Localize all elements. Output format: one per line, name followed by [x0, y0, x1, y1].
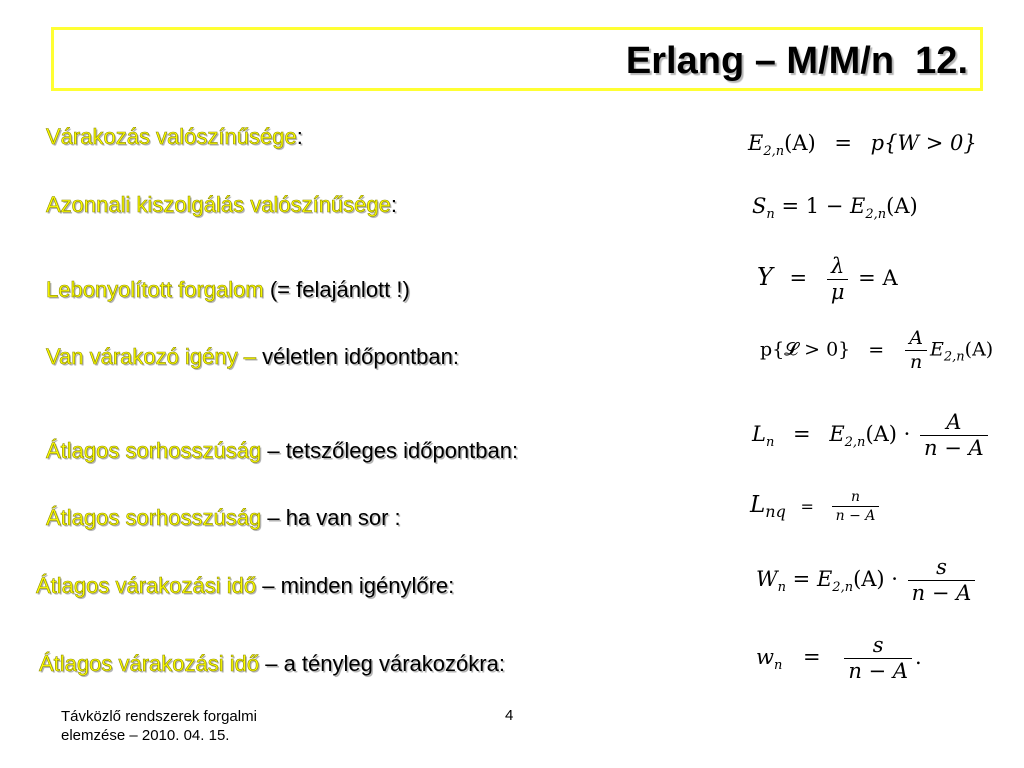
- label-yellow: Van várakozó igény –: [46, 344, 263, 369]
- formula-tail: .: [914, 645, 922, 669]
- formula-rhs-symbol: E: [829, 422, 845, 446]
- formula-queue-length-if-queue: [750, 490, 882, 523]
- fraction-numerator: A: [905, 329, 927, 351]
- formula-carried-traffic: [757, 256, 898, 303]
- formula-subscript: n: [766, 207, 775, 222]
- label-black: – ha van sor :: [261, 505, 401, 530]
- formula-rhs-subscript: 2,n: [832, 580, 854, 595]
- formula-fraction: [908, 557, 976, 604]
- formula-mean-waiting-time-waiting: [756, 635, 922, 682]
- formula-symbol: w: [756, 645, 774, 669]
- formula-symbol: L: [752, 422, 766, 446]
- formula-symbol: Y: [757, 263, 773, 291]
- label-yellow: Várakozás valószínűsége: [46, 124, 297, 149]
- label-yellow: Átlagos várakozási idő: [39, 651, 260, 676]
- formula-fraction: [832, 490, 880, 523]
- label-yellow: Átlagos várakozási idő: [36, 573, 257, 598]
- formula-equals: =: [868, 338, 885, 361]
- formula-rhs-subscript: 2,n: [844, 435, 866, 450]
- formula-rhs: p{W > 0}: [870, 131, 977, 155]
- formula-rhs-symbol: E: [930, 338, 944, 361]
- row-label-mean-waiting-time-waiting: [39, 651, 505, 677]
- row-label-mean-waiting-time-all: [36, 573, 454, 599]
- formula-rhs-argument: (A) ·: [853, 567, 898, 591]
- formula-equals: =: [793, 422, 811, 446]
- formula-subscript: nq: [765, 502, 786, 521]
- formula-subscript: n: [777, 580, 786, 595]
- formula-symbol: S: [752, 194, 767, 218]
- label-black: – minden igénylőre:: [256, 573, 455, 598]
- label-black: véletlen időpontban:: [262, 344, 459, 369]
- label-black: (= felajánlott !): [263, 277, 410, 302]
- row-label-immediate-service: [46, 192, 397, 218]
- fraction-denominator: n − A: [924, 436, 984, 460]
- fraction-numerator: s: [908, 557, 976, 581]
- formula-argument: (A): [784, 131, 816, 155]
- formula-rhs-symbol: E: [816, 567, 833, 591]
- formula-equals: =: [834, 131, 852, 155]
- formula-rhs-subscript: 2,n: [865, 207, 887, 222]
- formula-symbol: p{𝓛 > 0}: [760, 338, 851, 361]
- formula-equals: =: [789, 266, 808, 290]
- formula-fraction: [905, 329, 927, 372]
- formula-equals: =: [792, 567, 811, 591]
- fraction-denominator: n: [910, 351, 923, 373]
- fraction-denominator: n − A: [848, 659, 908, 683]
- fraction-numerator: n: [832, 490, 880, 507]
- formula-rhs-argument: (A) ·: [865, 422, 911, 446]
- fraction-numerator: λ: [827, 256, 849, 280]
- formula-equals: = 1 −: [781, 194, 851, 218]
- label-black: :: [296, 124, 303, 149]
- label-black: – a tényleg várakozókra:: [259, 651, 505, 676]
- label-yellow: Azonnali kiszolgálás valószínűsége: [46, 192, 391, 217]
- row-label-waiting-probability: [46, 124, 303, 150]
- formula-immediate-service: [752, 196, 918, 221]
- label-black: :: [390, 192, 397, 217]
- fraction-numerator: A: [920, 412, 988, 436]
- row-label-waiting-demand: [46, 344, 459, 370]
- row-label-mean-queue-length: [46, 438, 518, 464]
- row-label-carried-traffic: [46, 277, 410, 303]
- formula-rhs-argument: (A): [964, 338, 994, 361]
- formula-rhs-argument: (A): [886, 194, 918, 218]
- slide-title: Erlang – M/M/n 12.: [625, 40, 968, 82]
- fraction-numerator: s: [844, 635, 912, 659]
- formula-fraction: [844, 635, 912, 682]
- title-box: [51, 27, 983, 91]
- formula-symbol: E: [748, 131, 764, 155]
- label-yellow: Lebonyolított forgalom: [46, 277, 264, 302]
- label-yellow: Átlagos sorhosszúság: [46, 505, 262, 530]
- formula-fraction: [827, 256, 849, 303]
- row-label-queue-length-if-queue: [46, 505, 401, 531]
- page-number: 4: [505, 707, 514, 724]
- formula-subscript: n: [773, 658, 783, 673]
- formula-rhs: = A: [858, 266, 898, 290]
- formula-rhs-subscript: 2,n: [943, 349, 965, 365]
- formula-symbol: W: [756, 567, 778, 591]
- formula-symbol: L: [750, 492, 766, 518]
- label-yellow: Átlagos sorhosszúság: [46, 438, 262, 463]
- fraction-denominator: μ: [830, 280, 845, 304]
- formula-waiting-demand: [760, 329, 993, 372]
- formula-equals: =: [803, 645, 821, 669]
- formula-equals: =: [800, 497, 814, 516]
- formula-mean-waiting-time-all: [756, 557, 978, 604]
- fraction-denominator: n − A: [835, 508, 876, 524]
- footer-text: Távközlő rendszerek forgalmi elemzése – 2010. 04. 15.: [61, 708, 257, 744]
- formula-subscript: 2,n: [763, 144, 785, 159]
- formula-mean-queue-length: [752, 412, 991, 459]
- formula-fraction: [920, 412, 988, 459]
- formula-waiting-probability: [748, 133, 977, 158]
- formula-subscript: n: [765, 435, 775, 450]
- fraction-denominator: n − A: [911, 581, 972, 605]
- label-black: – tetszőleges időpontban:: [261, 438, 519, 463]
- formula-rhs-symbol: E: [850, 194, 866, 218]
